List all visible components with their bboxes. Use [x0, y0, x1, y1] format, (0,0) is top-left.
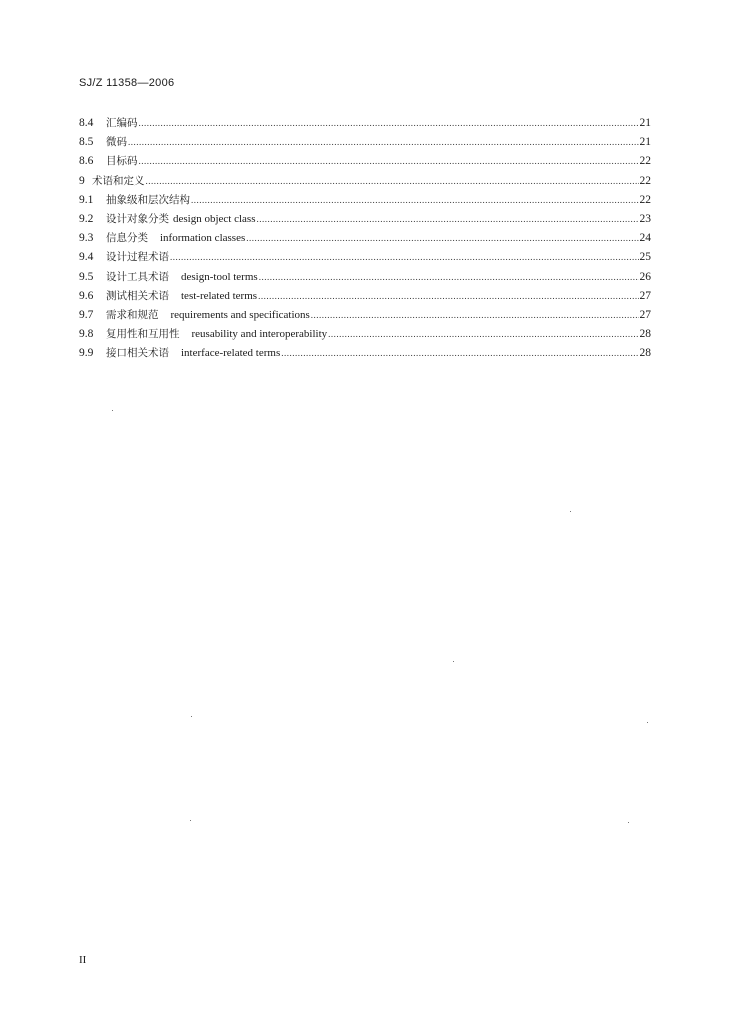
scan-speck: [570, 511, 571, 512]
toc-entry-number: 9: [79, 174, 85, 187]
toc-entry-english: reusability and interoperability: [191, 328, 328, 341]
toc-entry[interactable]: [79, 134, 651, 153]
toc-entry-number: 8.6: [79, 155, 94, 168]
toc-entry-page: 22: [639, 193, 651, 206]
toc-entry-title: 信息分类: [106, 232, 148, 245]
toc-entry-page: 28: [639, 328, 651, 341]
toc-entry-number: 9.9: [79, 347, 94, 360]
toc-entry-number: 9.5: [79, 270, 94, 283]
toc-entry-number: 9.1: [79, 193, 94, 206]
toc-entry-page: 21: [639, 117, 651, 129]
toc-entry-title: 术语和定义: [92, 174, 145, 187]
toc-entry-number: 9.6: [79, 289, 94, 302]
toc-leader-dots: [311, 310, 639, 320]
toc-entry-english: test-related terms: [181, 289, 258, 302]
toc-entry-page: 23: [639, 212, 651, 225]
toc-leader-dots: [170, 252, 639, 262]
toc-entry[interactable]: [79, 230, 651, 249]
toc-entry[interactable]: [79, 173, 651, 192]
toc-entry[interactable]: [79, 307, 651, 326]
toc-entry-number: 9.7: [79, 308, 94, 321]
scan-speck: [191, 716, 192, 717]
toc-entry-number: 8.4: [79, 117, 94, 129]
toc-entry-english: interface-related terms: [181, 347, 281, 360]
toc-entry-page: 22: [639, 174, 651, 187]
toc-leader-dots: [191, 195, 639, 205]
toc-entry-page: 21: [639, 136, 651, 149]
toc-entry[interactable]: [79, 192, 651, 211]
toc-leader-dots: [139, 156, 639, 166]
toc-entry-title: 设计对象分类: [106, 212, 169, 225]
toc-entry-title: 设计过程术语: [106, 251, 169, 264]
toc-leader-dots: [128, 137, 639, 147]
standard-code-header: SJ/Z 11358—2006: [79, 77, 175, 89]
scan-speck: [453, 661, 454, 662]
toc-entry[interactable]: [79, 211, 651, 230]
toc-entry-number: 9.4: [79, 251, 94, 264]
table-of-contents: [79, 115, 651, 364]
toc-entry-title: 微码: [106, 136, 127, 149]
toc-entry-number: 8.5: [79, 136, 94, 149]
toc-entry-title: 目标码: [106, 155, 138, 168]
toc-entry-number: 9.3: [79, 232, 94, 245]
toc-entry-page: 24: [639, 232, 651, 245]
toc-entry-page: 26: [639, 270, 651, 283]
toc-entry[interactable]: [79, 249, 651, 268]
scan-speck: [112, 410, 113, 411]
toc-entry-title: 复用性和互用性: [106, 328, 180, 341]
toc-entry-title: 设计工具术语: [106, 270, 169, 283]
toc-entry-number: 9.2: [79, 212, 94, 225]
scan-speck: [628, 822, 629, 823]
toc-entry-english: design-tool terms: [181, 270, 258, 283]
toc-entry-english: information classes: [160, 232, 246, 245]
toc-entry[interactable]: [79, 288, 651, 307]
toc-entry-english: design object class: [173, 212, 256, 225]
scan-speck: [190, 820, 191, 821]
toc-leader-dots: [328, 329, 638, 339]
toc-leader-dots: [259, 272, 639, 282]
toc-leader-dots: [281, 348, 638, 358]
toc-entry-page: 27: [639, 308, 651, 321]
toc-entry[interactable]: [79, 115, 651, 134]
toc-entry-page: 25: [639, 251, 651, 264]
toc-leader-dots: [246, 233, 638, 243]
toc-entry-number: 9.8: [79, 328, 94, 341]
toc-entry[interactable]: [79, 326, 651, 345]
toc-entry-page: 27: [639, 289, 651, 302]
toc-entry-english: requirements and specifications: [170, 308, 310, 321]
toc-entry[interactable]: [79, 269, 651, 288]
scan-speck: [647, 722, 648, 723]
toc-entry-title: 抽象级和层次结构: [106, 193, 190, 206]
toc-entry-page: 22: [639, 155, 651, 168]
toc-entry[interactable]: [79, 345, 651, 364]
page-number-footer: II: [79, 954, 87, 966]
toc-entry-page: 28: [639, 347, 651, 360]
toc-leader-dots: [256, 214, 638, 224]
toc-entry[interactable]: [79, 153, 651, 172]
toc-leader-dots: [146, 176, 639, 186]
toc-leader-dots: [139, 118, 639, 128]
toc-leader-dots: [258, 291, 638, 301]
toc-entry-title: 需求和规范: [106, 308, 159, 321]
toc-entry-title: 汇编码: [106, 117, 138, 129]
toc-entry-title: 测试相关术语: [106, 289, 169, 302]
toc-entry-title: 接口相关术语: [106, 347, 169, 360]
